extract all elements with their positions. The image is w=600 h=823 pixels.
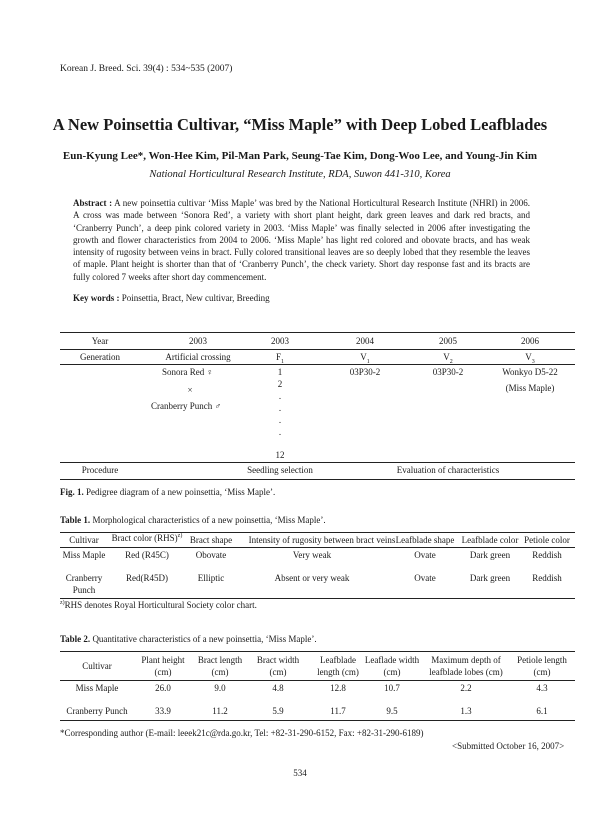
- pedigree-gen-v3: $V_3$: [525, 352, 535, 365]
- table-1-header: Petiole color: [524, 535, 570, 545]
- page-number: 534: [293, 768, 307, 778]
- table-1-header: Bract shape: [189, 535, 233, 545]
- pedigree-line-2006: Wonkyo D5-22: [502, 367, 558, 377]
- table-1-cell: Red (R45C): [125, 550, 169, 560]
- table-2-header: (cm): [211, 667, 229, 677]
- table-1-header: Bract color (RHS)$^{z)}$: [111, 533, 183, 543]
- table-1-footnote: $^{z)}$RHS denotes Royal Horticultural Society color chart.: [60, 600, 257, 610]
- pedigree-year-2003a: 2003: [189, 336, 207, 346]
- journal-citation: Korean J. Breed. Sci. 39(4) : 534~535 (2007): [60, 64, 233, 74]
- table-1-cell: Reddish: [532, 550, 562, 560]
- pedigree-seedling-1: 1: [277, 367, 283, 377]
- table-2-cell: 11.2: [212, 706, 228, 716]
- table-2-header: Cultivar: [82, 661, 112, 671]
- table-2-header: (cm): [383, 667, 401, 677]
- pedigree-procedure-header: Procedure: [81, 465, 119, 475]
- abstract-label: Abstract :: [73, 198, 113, 208]
- pedigree-seedling-dot: .: [278, 403, 282, 413]
- table-1-cell: Very weak: [292, 550, 332, 560]
- pedigree-top-rule: [60, 332, 575, 333]
- table-2-header: length (cm): [317, 667, 359, 677]
- author-list: Eun-Kyung Lee*, Won-Hee Kim, Pil-Man Park, Seung-Tae Kim, Dong-Woo Lee, and Young-Jin Kim: [62, 150, 538, 162]
- table-2-header: Plant height: [141, 655, 185, 665]
- table-1-cell: Miss Maple: [62, 550, 106, 560]
- pedigree-gen-f1: $F_1$: [275, 352, 285, 365]
- table-1-header-rule: [60, 547, 575, 548]
- table-2-header: Petiole length: [517, 655, 567, 665]
- table-2-header: Maximum depth of: [431, 655, 501, 665]
- pedigree-gen-v2: $V_2$: [443, 352, 453, 365]
- table-2-cell: 11.7: [330, 706, 346, 716]
- table-1-header: Leafblade color: [461, 535, 519, 545]
- pedigree-rule-3: [60, 462, 575, 463]
- table-2-top-rule: [60, 651, 575, 652]
- pedigree-female-parent: Sonora Red ♀: [162, 367, 214, 377]
- pedigree-gen-v1: $V_1$: [360, 352, 370, 365]
- pedigree-year-2005: 2005: [439, 336, 457, 346]
- pedigree-cross-symbol: ×: [187, 385, 193, 395]
- submission-date: <Submitted October 16, 2007>: [452, 741, 565, 751]
- table-2-cell: 6.1: [536, 706, 548, 716]
- pedigree-procedure-seedling: Seedling selection: [247, 465, 313, 475]
- keywords-text: Poinsettia, Bract, New cultivar, Breeding: [121, 293, 270, 303]
- table-2-header: leafblade lobes (cm): [429, 667, 503, 677]
- table-2-cell: 4.3: [536, 683, 548, 693]
- pedigree-year-2004: 2004: [356, 336, 374, 346]
- table-2-header: Bract width: [256, 655, 300, 665]
- table-2-cell: Miss Maple: [75, 683, 119, 693]
- pedigree-year-2003b: 2003: [271, 336, 289, 346]
- table-2-header: Leafblade: [320, 655, 356, 665]
- table-2-header: (cm): [533, 667, 551, 677]
- table-1-header: Cultivar: [69, 535, 99, 545]
- table-2-cell: Cranberry Punch: [66, 706, 128, 716]
- table-2-cell: 12.8: [330, 683, 346, 693]
- table-1-cell: Reddish: [532, 573, 562, 583]
- table-1-cell: Elliptic: [197, 573, 225, 583]
- table-1-cell: Red(R45D): [126, 573, 168, 583]
- pedigree-male-parent: Cranberry Punch ♂: [151, 401, 222, 411]
- pedigree-year-2006: 2006: [521, 336, 539, 346]
- pedigree-generation-header: Generation: [80, 352, 120, 362]
- pedigree-year-header: Year: [91, 336, 109, 346]
- table-2-caption: Table 2. Quantitative characteristics of a new poinsettia, ‘Miss Maple’.: [60, 634, 317, 644]
- table-1-cell: Punch: [72, 585, 96, 595]
- pedigree-line-2005: 03P30-2: [432, 367, 464, 377]
- pedigree-bottom-rule: [60, 479, 575, 480]
- table-2-cell: 9.0: [214, 683, 226, 693]
- pedigree-gen-crossing: Artificial crossing: [165, 352, 231, 362]
- table-1-cell: Absent or very weak: [274, 573, 350, 583]
- table-2-header-rule: [60, 680, 575, 681]
- table-2-cell: 9.5: [386, 706, 398, 716]
- table-2-header: (cm): [269, 667, 287, 677]
- table-1-cell: Dark green: [469, 550, 511, 560]
- table-2-cell: 5.9: [272, 706, 284, 716]
- pedigree-procedure-evaluation: Evaluation of characteristics: [396, 465, 500, 475]
- paper-title: A New Poinsettia Cultivar, “Miss Maple” with Deep Lobed Leafblades: [52, 115, 548, 134]
- table-1-cell: Obovate: [195, 550, 227, 560]
- table-2-header: Bract length: [197, 655, 243, 665]
- pedigree-seedling-dot: .: [278, 391, 282, 401]
- pedigree-line-2006-name: (Miss Maple): [505, 383, 555, 393]
- corresponding-author: *Corresponding author (E-mail: leeek21c@rda.go.kr, Tel: +82-31-290-6152, Fax: +82-31-290-6189): [60, 728, 424, 738]
- table-2-cell: 26.0: [155, 683, 171, 693]
- table-1-cell: Cranberry: [65, 573, 103, 583]
- pedigree-rule-2: [60, 364, 575, 365]
- table-2-cell: 4.8: [272, 683, 284, 693]
- table-1-cell: Ovate: [414, 550, 436, 560]
- keywords: [73, 293, 270, 303]
- affiliation: National Horticultural Research Institute, RDA, Suwon 441-310, Korea: [149, 169, 451, 180]
- keywords-label: Key words :: [73, 293, 120, 303]
- figure-1-caption: Fig. 1. Pedigree diagram of a new poinsettia, ‘Miss Maple’.: [60, 487, 276, 497]
- table-2-cell: 33.9: [155, 706, 171, 716]
- pedigree-seedling-dot: .: [278, 427, 282, 437]
- table-1-header: Intensity of rugosity between bract veins: [248, 535, 396, 545]
- abstract: [73, 197, 530, 283]
- table-2-cell: 10.7: [384, 683, 400, 693]
- table-2-bottom-rule: [60, 720, 575, 721]
- table-2-header: Leaflade width: [364, 655, 420, 665]
- table-1-bottom-rule: [60, 598, 575, 599]
- pedigree-seedling-2: 2: [277, 379, 283, 389]
- table-1-cell: Ovate: [414, 573, 436, 583]
- abstract-text: A new poinsettia cultivar ‘Miss Maple’ was bred by the National Horticultural Research Institute (NHRI) in 2006. A cross was made between ‘Sonora Red’, a variety with short plant height, dark green leaves and dark red bracts, and ‘Cranberry Punch’, a deep pink colored variety in 2003. ‘Miss Maple’ was finally selected in 2006 after investigating the growth and flower characteristics from 2004 to 2006. ‘Miss Maple’ has light red colored and obovate bracts, and has weak intensity of rugosity between veins in bract. Fully colored transitional leaves are so deeply lobed that they resemble the leaves of maple. Plant height is shorter than that of ‘Cranberry Punch’, the check variety. Short day response fast and its bracts are fully colored 7 weeks after short day commencement.: [73, 198, 530, 282]
- pedigree-mid-rule: [60, 349, 575, 350]
- table-1-header: Leafblade shape: [395, 535, 455, 545]
- table-2-cell: 1.3: [460, 706, 472, 716]
- pedigree-seedling-12: 12: [275, 450, 285, 460]
- table-1-cell: Dark green: [469, 573, 511, 583]
- table-1-caption: Table 1. Morphological characteristics of a new poinsettia, ‘Miss Maple’.: [60, 515, 326, 525]
- pedigree-seedling-dot: .: [278, 415, 282, 425]
- table-2-header: (cm): [154, 667, 172, 677]
- table-2-cell: 2.2: [460, 683, 472, 693]
- pedigree-line-2004: 03P30-2: [349, 367, 381, 377]
